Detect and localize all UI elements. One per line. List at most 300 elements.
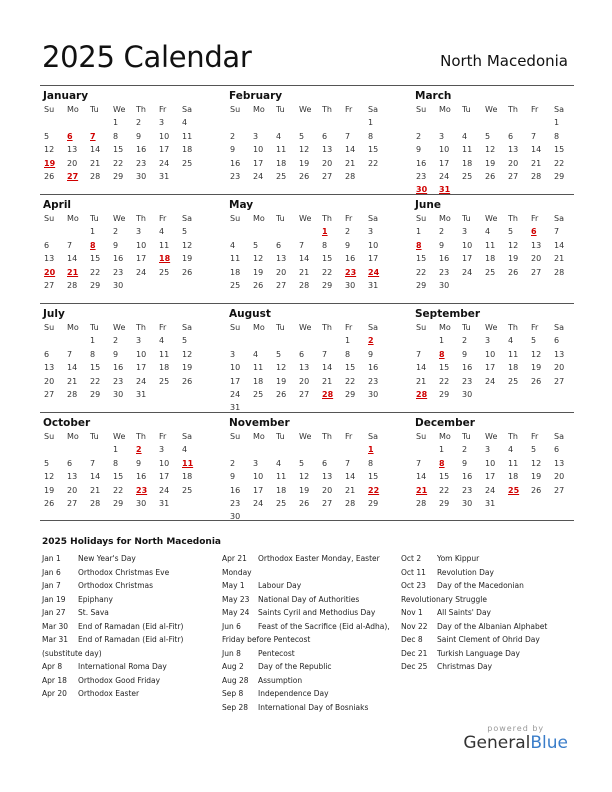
month-name: March [415, 90, 452, 102]
holiday-date: Sep 8 [222, 689, 244, 698]
day-cell: 28 [90, 498, 101, 508]
weekday-label: Su [44, 214, 55, 223]
day-cell: 10 [368, 240, 379, 250]
day-cell: 28 [554, 267, 565, 277]
empty-cell [86, 116, 109, 129]
holiday-day: 11 [182, 458, 194, 468]
weekday-label: Su [416, 105, 427, 114]
weekday-label: We [485, 105, 498, 114]
weekday-label: Sa [368, 323, 378, 332]
day-cell: 25 [276, 171, 287, 181]
holiday-date: Nov 1 [401, 608, 423, 617]
day-cell: 11 [462, 145, 473, 155]
day-cell: 1 [345, 336, 351, 346]
day-cell: 26 [44, 171, 55, 181]
holiday-day: 8 [416, 240, 422, 250]
day-cell: 12 [508, 240, 519, 250]
day-cell: 21 [416, 376, 427, 386]
day-cell: 25 [230, 280, 241, 290]
weekday-label: Th [322, 323, 332, 332]
holiday-entry [42, 660, 183, 674]
day-cell: 20 [554, 472, 565, 482]
weekday-label: Tu [276, 323, 285, 332]
month-row [40, 303, 574, 412]
holiday-date: Dec 21 [401, 648, 428, 658]
day-cell: 5 [299, 131, 305, 141]
day-cell: 3 [159, 445, 165, 455]
holiday-day: 8 [439, 458, 445, 468]
holiday-day: 6 [531, 227, 537, 237]
holiday-date: Mar 30 [42, 621, 69, 631]
day-cell: 7 [531, 131, 537, 141]
holiday-date: Dec 25 [401, 662, 428, 671]
holiday-name: Yom Kippur [437, 554, 480, 563]
day-cell: 10 [159, 458, 170, 468]
day-cell: 7 [67, 240, 73, 250]
month-may [226, 198, 412, 303]
day-cell: 26 [531, 485, 542, 495]
holiday-date: Oct 2 [401, 554, 422, 563]
day-cell: 1 [554, 118, 560, 128]
day-cell: 25 [276, 498, 287, 508]
weekday-label: We [113, 432, 126, 441]
weekday-label: Tu [462, 432, 471, 441]
holiday-name: Orthodox Christmas Eve [78, 567, 170, 577]
day-cell: 4 [462, 131, 468, 141]
day-cell: 26 [44, 498, 55, 508]
day-cell: 18 [253, 376, 264, 386]
day-grid [412, 103, 574, 197]
empty-cell [249, 443, 272, 456]
holiday-day: 28 [322, 389, 334, 399]
weekday-label: Su [230, 214, 241, 223]
empty-cell [63, 334, 86, 347]
empty-cell [226, 116, 249, 129]
day-cell: 9 [462, 458, 468, 468]
day-cell: 23 [368, 376, 379, 386]
holiday-entry [222, 674, 390, 688]
day-cell: 9 [345, 240, 351, 250]
months-grid [40, 85, 574, 521]
day-cell: 6 [67, 458, 73, 468]
day-cell: 29 [439, 389, 450, 399]
day-cell: 15 [322, 254, 333, 264]
day-grid [412, 430, 574, 510]
holidays-title: 2025 Holidays for North Macedonia [42, 537, 221, 547]
empty-cell [527, 116, 550, 129]
holiday-name: Independence Day [258, 689, 329, 698]
weekday-label: Fr [159, 105, 167, 114]
day-cell: 7 [67, 349, 73, 359]
holiday-day: 23 [345, 267, 357, 277]
day-cell: 27 [554, 485, 565, 495]
weekday-label: Tu [90, 214, 99, 223]
day-cell: 26 [276, 389, 287, 399]
day-cell: 29 [90, 389, 101, 399]
holiday-entry [42, 647, 183, 661]
holiday-entry [222, 633, 390, 647]
month-july [40, 307, 226, 412]
day-cell: 9 [416, 145, 422, 155]
weekday-label: Tu [90, 323, 99, 332]
weekday-label: Su [416, 432, 427, 441]
day-cell: 7 [345, 458, 351, 468]
day-cell: 18 [276, 158, 287, 168]
day-cell: 24 [439, 171, 450, 181]
day-cell: 24 [253, 171, 264, 181]
weekday-label: We [299, 432, 312, 441]
day-cell: 24 [485, 485, 496, 495]
day-cell: 16 [230, 158, 241, 168]
day-cell: 24 [159, 158, 170, 168]
day-cell: 8 [113, 131, 119, 141]
month-november [226, 416, 412, 520]
day-cell: 4 [182, 445, 188, 455]
day-cell: 1 [90, 227, 96, 237]
holiday-date: Dec 8 [401, 635, 423, 644]
day-cell: 20 [508, 158, 519, 168]
day-cell: 22 [113, 158, 124, 168]
holiday-entry [222, 647, 390, 661]
day-cell: 3 [253, 458, 259, 468]
day-cell: 27 [322, 498, 333, 508]
holiday-date: Oct 23 [401, 581, 426, 590]
empty-cell [272, 116, 295, 129]
holiday-day: 28 [416, 389, 428, 399]
holiday-entry [401, 606, 547, 620]
weekday-label: Tu [462, 323, 471, 332]
weekday-label: Mo [67, 214, 79, 223]
day-cell: 28 [67, 280, 78, 290]
day-cell: 19 [44, 485, 55, 495]
weekday-label: Mo [253, 432, 265, 441]
day-cell: 6 [508, 131, 514, 141]
weekday-label: Th [508, 105, 518, 114]
day-cell: 10 [462, 240, 473, 250]
holiday-name: New Year's Day [78, 554, 136, 563]
day-cell: 4 [159, 336, 165, 346]
day-cell: 2 [462, 336, 468, 346]
holiday-date: Jun 8 [222, 648, 241, 658]
empty-cell [249, 225, 272, 238]
day-cell: 3 [159, 118, 165, 128]
day-cell: 10 [485, 458, 496, 468]
day-cell: 14 [67, 254, 78, 264]
day-cell: 3 [230, 349, 236, 359]
day-cell: 30 [439, 280, 450, 290]
empty-cell [295, 225, 318, 238]
holiday-entry [42, 674, 183, 688]
day-cell: 18 [230, 267, 241, 277]
day-cell: 14 [345, 472, 356, 482]
weekday-label: Sa [554, 214, 564, 223]
day-cell: 14 [416, 363, 427, 373]
day-cell: 22 [345, 376, 356, 386]
month-name: December [415, 417, 475, 429]
day-cell: 20 [276, 267, 287, 277]
day-cell: 17 [253, 485, 264, 495]
day-grid [226, 321, 412, 415]
day-cell: 24 [253, 498, 264, 508]
holiday-entry [401, 647, 547, 661]
day-cell: 17 [485, 472, 496, 482]
day-cell: 30 [345, 280, 356, 290]
day-cell: 15 [90, 254, 101, 264]
day-cell: 19 [531, 472, 542, 482]
empty-cell [504, 116, 527, 129]
day-cell: 1 [90, 336, 96, 346]
day-grid [40, 321, 226, 401]
weekday-label: Tu [276, 432, 285, 441]
holiday-entry [222, 701, 390, 715]
day-cell: 6 [554, 445, 560, 455]
day-cell: 19 [182, 254, 193, 264]
month-name: February [229, 90, 283, 102]
weekday-label: Sa [182, 323, 192, 332]
holiday-day: 31 [439, 185, 451, 195]
day-cell: 24 [159, 485, 170, 495]
holiday-day: 19 [44, 158, 56, 168]
holiday-name: International Roma Day [78, 662, 167, 671]
day-cell: 5 [253, 240, 259, 250]
day-cell: 4 [276, 458, 282, 468]
empty-cell [272, 443, 295, 456]
day-cell: 17 [439, 158, 450, 168]
holiday-name: (substitute day) [42, 648, 102, 658]
holiday-date: Jan 19 [42, 594, 66, 604]
holiday-day: 6 [67, 131, 73, 141]
day-cell: 13 [276, 254, 287, 264]
weekday-label: Mo [439, 323, 451, 332]
weekday-label: We [485, 323, 498, 332]
day-cell: 3 [368, 227, 374, 237]
month-name: November [229, 417, 290, 429]
day-cell: 5 [182, 336, 188, 346]
day-cell: 13 [508, 145, 519, 155]
holiday-entry [222, 566, 390, 580]
day-cell: 14 [345, 145, 356, 155]
holiday-date: Apr 18 [42, 675, 67, 685]
day-cell: 24 [136, 376, 147, 386]
day-cell: 12 [44, 472, 55, 482]
day-cell: 16 [345, 254, 356, 264]
empty-cell [412, 443, 435, 456]
day-cell: 29 [554, 171, 565, 181]
day-cell: 14 [416, 472, 427, 482]
day-cell: 27 [44, 389, 55, 399]
day-grid [226, 212, 412, 292]
month-row [40, 85, 574, 194]
empty-cell [40, 116, 63, 129]
month-january [40, 89, 226, 194]
day-cell: 12 [182, 349, 193, 359]
weekday-label: Fr [531, 105, 539, 114]
brand-name [463, 733, 568, 753]
day-cell: 27 [67, 498, 78, 508]
holiday-name: Day of the Macedonian [437, 581, 524, 590]
day-cell: 1 [439, 445, 445, 455]
month-name: September [415, 308, 481, 320]
day-cell: 14 [554, 240, 565, 250]
day-cell: 30 [113, 280, 124, 290]
day-cell: 23 [136, 158, 147, 168]
day-cell: 15 [90, 363, 101, 373]
day-cell: 5 [182, 227, 188, 237]
day-cell: 12 [253, 254, 264, 264]
day-cell: 30 [136, 498, 147, 508]
weekday-label: We [113, 214, 126, 223]
day-cell: 17 [368, 254, 379, 264]
holiday-entry [401, 552, 547, 566]
day-cell: 20 [44, 376, 55, 386]
day-cell: 17 [136, 254, 147, 264]
day-cell: 1 [439, 336, 445, 346]
day-cell: 28 [345, 498, 356, 508]
page-title: 2025 Calendar [42, 40, 252, 74]
day-cell: 2 [462, 445, 468, 455]
day-cell: 24 [230, 389, 241, 399]
weekday-label: Su [44, 323, 55, 332]
day-cell: 11 [276, 145, 287, 155]
day-grid [40, 103, 226, 183]
holiday-day: 8 [90, 240, 96, 250]
weekday-label: Tu [462, 105, 471, 114]
holiday-date: Apr 8 [42, 662, 63, 671]
day-cell: 26 [485, 171, 496, 181]
holiday-column-3 [401, 552, 547, 674]
weekday-label: Mo [67, 105, 79, 114]
country-name: North Macedonia [440, 52, 568, 70]
day-cell: 2 [439, 227, 445, 237]
day-cell: 16 [439, 254, 450, 264]
weekday-label: We [485, 432, 498, 441]
day-cell: 2 [136, 118, 142, 128]
day-cell: 9 [439, 240, 445, 250]
holiday-column-1 [42, 552, 183, 701]
day-cell: 19 [485, 158, 496, 168]
day-cell: 1 [113, 118, 119, 128]
day-cell: 25 [485, 267, 496, 277]
weekday-label: Tu [90, 432, 99, 441]
day-cell: 9 [136, 131, 142, 141]
month-august [226, 307, 412, 412]
empty-cell [40, 225, 63, 238]
holiday-day: 21 [416, 485, 428, 495]
day-cell: 18 [159, 363, 170, 373]
day-cell: 7 [416, 349, 422, 359]
day-cell: 26 [182, 376, 193, 386]
month-name: June [415, 199, 441, 211]
empty-cell [341, 443, 364, 456]
holiday-name: St. Sava [78, 608, 109, 617]
holiday-day: 1 [368, 445, 374, 455]
empty-cell [458, 116, 481, 129]
day-cell: 31 [230, 403, 241, 413]
weekday-label: Th [136, 105, 146, 114]
day-cell: 13 [67, 145, 78, 155]
brand-logo [463, 724, 568, 753]
weekday-label: Fr [531, 432, 539, 441]
day-cell: 4 [230, 240, 236, 250]
day-cell: 7 [416, 458, 422, 468]
day-cell: 26 [299, 498, 310, 508]
holiday-column-2 [222, 552, 390, 714]
day-cell: 17 [136, 363, 147, 373]
day-cell: 11 [159, 349, 170, 359]
day-cell: 7 [322, 349, 328, 359]
holiday-entry [42, 606, 183, 620]
holiday-name: Monday [222, 567, 252, 577]
weekday-label: Th [508, 432, 518, 441]
day-cell: 13 [299, 363, 310, 373]
day-cell: 18 [182, 472, 193, 482]
day-cell: 27 [276, 280, 287, 290]
day-cell: 28 [299, 280, 310, 290]
weekday-label: Su [416, 214, 427, 223]
day-cell: 11 [159, 240, 170, 250]
day-cell: 4 [485, 227, 491, 237]
day-cell: 20 [322, 485, 333, 495]
day-cell: 15 [368, 145, 379, 155]
day-cell: 11 [230, 254, 241, 264]
weekday-label: Th [136, 214, 146, 223]
weekday-label: Su [230, 105, 241, 114]
holiday-date: Apr 20 [42, 689, 67, 698]
day-cell: 14 [299, 254, 310, 264]
holiday-name: National Day of Authorities [258, 594, 360, 604]
empty-cell [226, 225, 249, 238]
day-cell: 20 [554, 363, 565, 373]
weekday-label: Su [416, 323, 427, 332]
holiday-entry [401, 633, 547, 647]
day-cell: 21 [554, 254, 565, 264]
empty-cell [295, 443, 318, 456]
day-cell: 11 [253, 363, 264, 373]
brand-name-part-2: Blue [530, 733, 568, 753]
day-cell: 15 [368, 472, 379, 482]
day-cell: 7 [554, 227, 560, 237]
day-cell: 30 [462, 498, 473, 508]
weekday-label: Mo [439, 432, 451, 441]
day-cell: 21 [90, 485, 101, 495]
day-cell: 5 [508, 227, 514, 237]
month-row [40, 194, 574, 303]
empty-cell [481, 116, 504, 129]
day-cell: 16 [462, 363, 473, 373]
day-grid [40, 430, 226, 510]
day-cell: 15 [113, 145, 124, 155]
empty-cell [226, 443, 249, 456]
day-cell: 25 [159, 267, 170, 277]
day-grid [226, 430, 412, 524]
day-cell: 13 [531, 240, 542, 250]
day-cell: 25 [508, 376, 519, 386]
weekday-label: Fr [531, 323, 539, 332]
holiday-name: Day of the Republic [258, 662, 332, 671]
day-cell: 17 [230, 376, 241, 386]
weekday-label: Mo [67, 432, 79, 441]
holiday-day: 1 [322, 227, 328, 237]
day-cell: 13 [67, 472, 78, 482]
day-cell: 12 [276, 363, 287, 373]
weekday-label: Sa [554, 105, 564, 114]
holiday-day: 7 [90, 131, 96, 141]
holiday-date: Jan 27 [42, 608, 66, 617]
day-cell: 19 [276, 376, 287, 386]
day-cell: 15 [416, 254, 427, 264]
empty-cell [272, 225, 295, 238]
day-grid [226, 103, 412, 183]
